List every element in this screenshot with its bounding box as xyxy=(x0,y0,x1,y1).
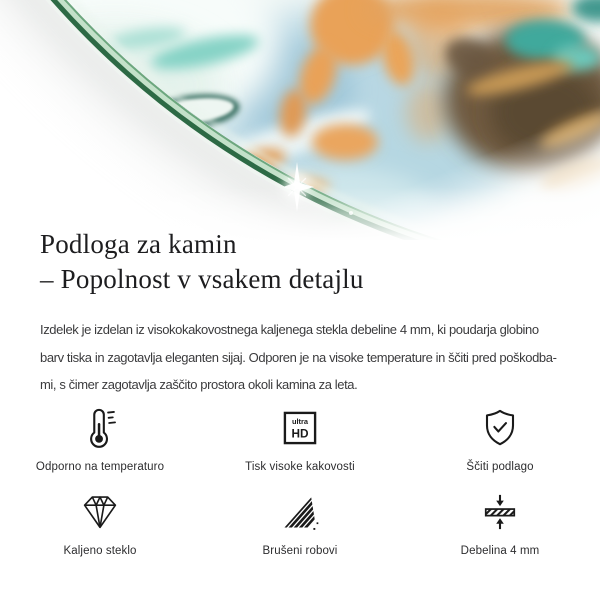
feature-tempered-glass xyxy=(0,489,200,559)
feature-brushed-edges xyxy=(200,489,400,559)
description-line: mi, s čimer zagotavlja zaščito prostora okoli kamina za leta. xyxy=(40,377,358,392)
description-line: barv tiska in zagotavlja eleganten sijaj. Odporen je na visoke temperature in ščiti pred poškodba- xyxy=(40,349,557,365)
product-description xyxy=(40,316,557,399)
compressed-thickness-icon xyxy=(481,489,519,535)
feature-temperature-resistance xyxy=(0,405,200,475)
feature-label: Odporno na temperaturo xyxy=(35,461,165,473)
feature-grid xyxy=(0,405,600,559)
product-hero-image xyxy=(0,0,600,240)
diamond-icon xyxy=(79,489,121,535)
shield-check-icon xyxy=(480,405,520,451)
feature-print-quality xyxy=(200,405,400,475)
brushed-edges-icon xyxy=(281,489,319,535)
ultra-hd-icon xyxy=(280,405,320,451)
feature-protects-surface xyxy=(400,405,600,475)
feature-label: Ščiti podlago xyxy=(466,461,534,473)
thermometer-icon xyxy=(79,405,121,451)
svg-text:HD: HD xyxy=(291,426,309,441)
page-title xyxy=(40,227,364,297)
feature-label: Brušeni robovi xyxy=(262,545,338,557)
page-title-line2: – Popolnost v vsakem detajlu xyxy=(40,264,364,294)
feature-thickness-4mm xyxy=(400,489,600,559)
description-line: Izdelek je izdelan iz visokokakovostnega kaljenega stekla debeline 4 mm, ki poudarja globino xyxy=(40,322,539,337)
page-title-line1: Podloga za kamin xyxy=(40,229,237,259)
hero-image-canvas xyxy=(0,0,600,240)
feature-label: Kaljeno steklo xyxy=(63,545,137,557)
feature-label: Tisk visoke kakovosti xyxy=(245,461,355,473)
feature-label: Debelina 4 mm xyxy=(460,545,540,557)
svg-text:ultra: ultra xyxy=(291,417,309,427)
